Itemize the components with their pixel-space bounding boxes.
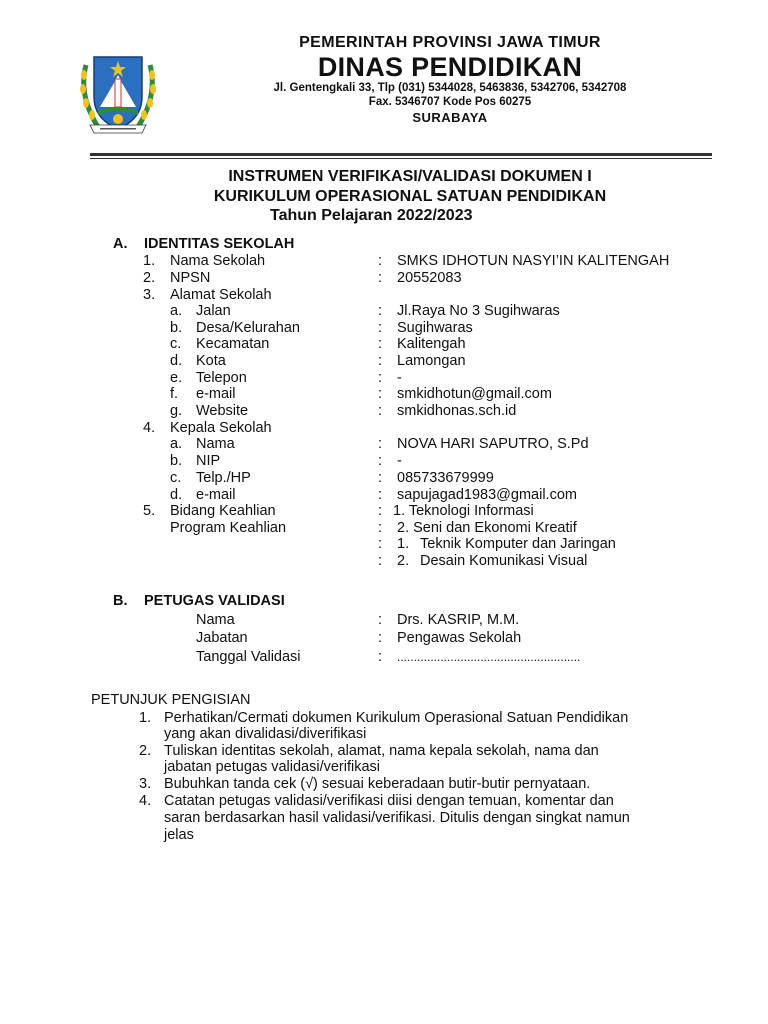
section-a-heading: IDENTITAS SEKOLAH <box>144 236 295 252</box>
field-label-tanggal-validasi: Tanggal Validasi <box>196 649 301 665</box>
document-title-year: Tahun Pelajaran 2022/2023 <box>270 207 473 224</box>
field-value-telepon: - <box>397 370 402 386</box>
instruction-number: 2. <box>139 743 152 759</box>
item-number: 1. <box>143 253 156 269</box>
field-value-kepala-email: sapujagad1983@gmail.com <box>397 487 577 503</box>
sub-item-letter: d. <box>170 487 183 503</box>
colon: : <box>378 553 383 569</box>
sub-item-letter: f. <box>170 386 179 402</box>
item-number: 5. <box>143 503 156 519</box>
instruction-text: jelas <box>164 827 194 843</box>
section-b-heading: PETUGAS VALIDASI <box>144 593 285 609</box>
field-value-desa: Sugihwaras <box>397 320 473 336</box>
field-value-kepala-nip: - <box>397 453 402 469</box>
instructions-heading: PETUNJUK PENGISIAN <box>91 692 251 708</box>
field-label-email: e-mail <box>196 386 236 402</box>
sub-item-letter: e. <box>170 370 183 386</box>
field-label-telepon: Telepon <box>196 370 247 386</box>
field-value-npsn: 20552083 <box>397 270 462 286</box>
colon: : <box>378 453 383 469</box>
colon: : <box>378 270 383 286</box>
field-label-program-keahlian: Program Keahlian <box>170 520 287 536</box>
field-value-kota: Lamongan <box>397 353 466 369</box>
field-value-email: smkidhotun@gmail.com <box>397 386 552 402</box>
field-label-desa: Desa/Kelurahan <box>196 320 300 336</box>
instruction-text: Tuliskan identitas sekolah, alamat, nama kepala sekolah, nama dan <box>164 743 599 759</box>
instruction-text: Bubuhkan tanda cek (√) sesuai keberadaan butir-butir pernyataan. <box>164 776 591 792</box>
field-value-kompetensi-1: Teknik Komputer dan Jaringan <box>420 536 616 552</box>
field-value-jalan: Jl.Raya No 3 Sugihwaras <box>397 303 560 319</box>
field-value-validator-jabatan: Pengawas Sekolah <box>397 630 522 646</box>
sub-item-letter: b. <box>170 320 183 336</box>
colon: : <box>378 436 383 452</box>
sub-item-letter: a. <box>170 303 183 319</box>
colon: : <box>378 630 383 646</box>
colon: : <box>378 487 383 503</box>
provincial-emblem-logo <box>76 45 160 137</box>
instruction-text: yang akan divalidasi/diverifikasi <box>164 726 367 742</box>
colon: : <box>378 370 383 386</box>
instruction-number: 3. <box>139 776 152 792</box>
sub-item-letter: a. <box>170 436 183 452</box>
instruction-number: 4. <box>139 793 152 809</box>
colon: : <box>378 649 383 665</box>
colon: : <box>378 536 383 552</box>
instruction-text: jabatan petugas validasi/verifikasi <box>164 759 381 775</box>
colon: : <box>378 612 383 628</box>
letterhead-government: PEMERINTAH PROVINSI JAWA TIMUR <box>299 34 601 51</box>
colon: : <box>378 386 383 402</box>
item-number: 2. <box>143 270 156 286</box>
letterhead-city: SURABAYA <box>412 110 488 125</box>
colon: : <box>378 320 383 336</box>
document-title-line1: INSTRUMEN VERIFIKASI/VALIDASI DOKUMEN I <box>228 168 592 185</box>
field-label-nama-sekolah: Nama Sekolah <box>170 253 266 269</box>
field-value-bidang-keahlian: 1. Teknologi Informasi <box>393 503 534 519</box>
field-label-website: Website <box>196 403 249 419</box>
list-number: 2. <box>397 553 410 569</box>
letterhead-divider-thick <box>90 153 712 156</box>
field-value-tanggal-validasi: ....................................................... <box>397 650 581 664</box>
instruction-text: saran berdasarkan hasil validasi/verifikasi. Ditulis dengan singkat namun <box>164 810 630 826</box>
colon: : <box>378 403 383 419</box>
colon: : <box>378 303 383 319</box>
section-b-letter: B. <box>113 593 128 609</box>
document-title-line2: KURIKULUM OPERASIONAL SATUAN PENDIDIKAN <box>213 188 607 205</box>
sub-item-letter: g. <box>170 403 183 419</box>
field-value-kepala-nama: NOVA HARI SAPUTRO, S.Pd <box>397 436 589 452</box>
field-label-validator-nama: Nama <box>196 612 235 628</box>
field-value-validator-nama: Drs. KASRIP, M.M. <box>397 612 520 628</box>
field-value-kepala-telp: 085733679999 <box>397 470 494 486</box>
field-label-kepala-nip: NIP <box>196 453 221 469</box>
sub-item-letter: c. <box>170 470 182 486</box>
colon: : <box>378 470 383 486</box>
field-label-kepala-email: e-mail <box>196 487 236 503</box>
letterhead-agency: DINAS PENDIDIKAN <box>317 52 583 82</box>
field-label-kecamatan: Kecamatan <box>196 336 270 352</box>
field-label-jalan: Jalan <box>196 303 231 319</box>
instruction-number: 1. <box>139 710 152 726</box>
field-label-kepala-sekolah: Kepala Sekolah <box>170 420 272 436</box>
field-value-website: smkidhonas.sch.id <box>397 403 517 419</box>
field-value-kecamatan: Kalitengah <box>397 336 466 352</box>
field-value-program-keahlian: 2. Seni dan Ekonomi Kreatif <box>397 520 577 536</box>
field-label-kepala-nama: Nama <box>196 436 235 452</box>
field-label-npsn: NPSN <box>170 270 211 286</box>
field-label-alamat: Alamat Sekolah <box>170 287 272 303</box>
sub-item-letter: b. <box>170 453 183 469</box>
field-label-validator-jabatan: Jabatan <box>196 630 248 646</box>
colon: : <box>378 336 383 352</box>
letterhead-fax: Fax. 5346707 Kode Pos 60275 <box>368 96 532 108</box>
colon: : <box>378 503 383 519</box>
colon: : <box>378 520 383 536</box>
sub-item-letter: d. <box>170 353 183 369</box>
item-number: 4. <box>143 420 156 436</box>
field-value-kompetensi-2: Desain Komunikasi Visual <box>420 553 588 569</box>
letterhead-address: Jl. Gentengkali 33, Tlp (031) 5344028, 5463836, 5342706, 5342708 <box>273 82 627 94</box>
instruction-text: Perhatikan/Cermati dokumen Kurikulum Operasional Satuan Pendidikan <box>164 710 629 726</box>
item-number: 3. <box>143 287 156 303</box>
section-a-letter: A. <box>113 236 128 252</box>
field-label-kota: Kota <box>196 353 226 369</box>
sub-item-letter: c. <box>170 336 182 352</box>
colon: : <box>378 253 383 269</box>
field-value-nama-sekolah: SMKS IDHOTUN NASYI’IN KALITENGAH <box>397 253 670 269</box>
field-label-kepala-telp: Telp./HP <box>196 470 251 486</box>
letterhead-divider-thin <box>90 158 712 159</box>
instruction-text: Catatan petugas validasi/verifikasi diisi dengan temuan, komentar dan <box>164 793 614 809</box>
field-label-bidang-keahlian: Bidang Keahlian <box>170 503 276 519</box>
colon: : <box>378 353 383 369</box>
list-number: 1. <box>397 536 410 552</box>
